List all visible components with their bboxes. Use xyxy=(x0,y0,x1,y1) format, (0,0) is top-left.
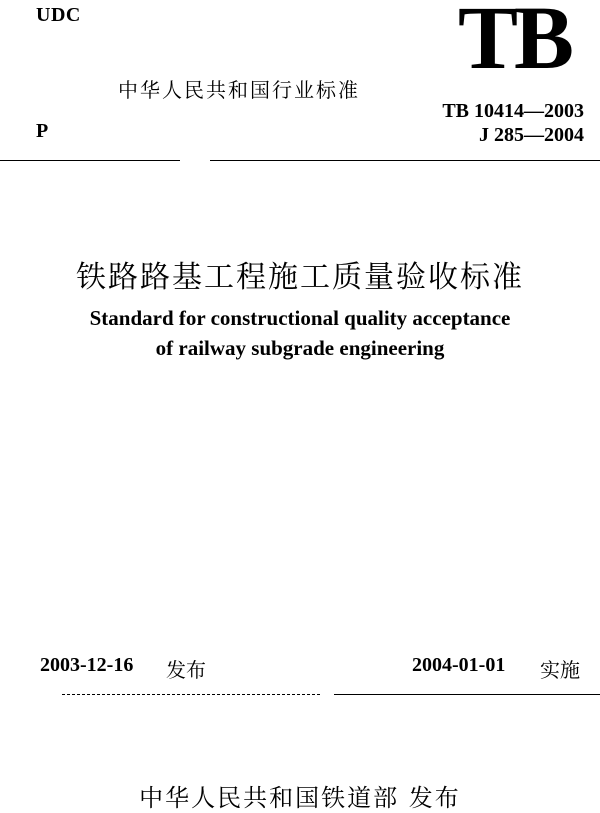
implement-date: 2004-01-01 xyxy=(412,654,506,676)
issue-date: 2003-12-16 xyxy=(40,654,134,676)
bottom-divider-right xyxy=(334,694,600,695)
publisher: 中华人民共和国铁道部 发布 xyxy=(139,784,461,812)
top-divider xyxy=(0,160,600,161)
issue-label: 发布 xyxy=(166,658,206,682)
record-code: J 285—2004 xyxy=(479,124,584,146)
standard-code: TB 10414—2003 xyxy=(442,100,584,122)
bottom-divider-left xyxy=(62,694,320,695)
standard-category: 中华人民共和国行业标准 xyxy=(118,78,360,102)
title-chinese: 铁路路基工程施工质量验收标准 xyxy=(76,260,524,295)
tb-logo: TB xyxy=(458,0,571,88)
udc-label: UDC xyxy=(36,4,81,26)
top-divider-gap xyxy=(180,158,210,163)
title-english-line-2: of railway subgrade engineering xyxy=(155,336,445,360)
classification-letter: P xyxy=(36,120,49,142)
title-english-line-1: Standard for constructional quality acceptance xyxy=(89,306,511,330)
implement-label: 实施 xyxy=(540,658,580,682)
